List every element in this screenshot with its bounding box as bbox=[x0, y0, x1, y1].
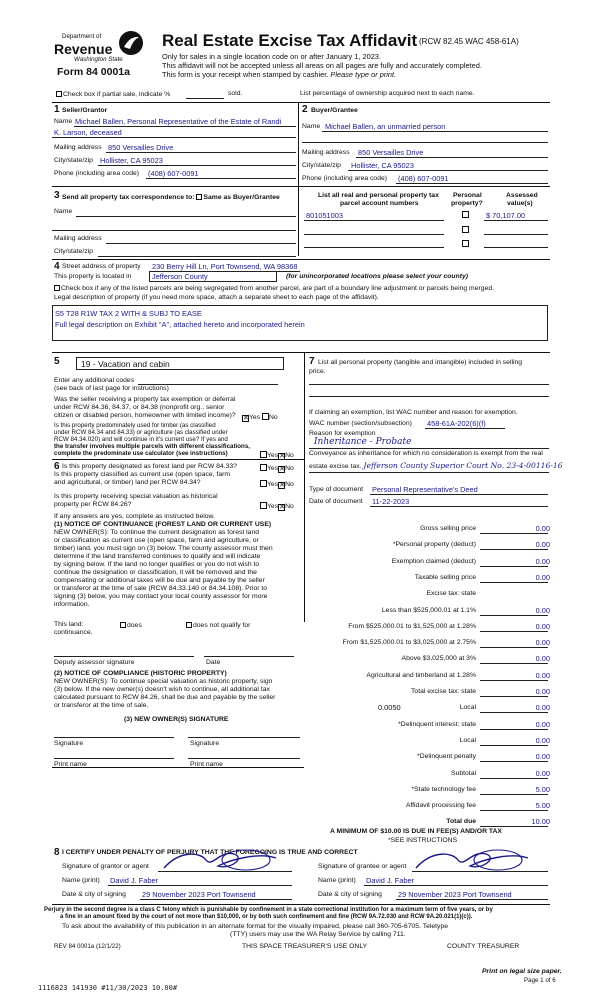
parcel-heading1b: parcel account numbers bbox=[340, 200, 419, 207]
q-exemption-line1: Was the seller receiving a property tax exemption or deferral bbox=[54, 396, 236, 403]
n1-line: signing (3) below, you may contact your local county assessor for more bbox=[54, 593, 268, 600]
grantor-name-label: Name (print) bbox=[62, 877, 100, 884]
does-label: does bbox=[127, 622, 142, 629]
perjury-line2: a fine in an amount fixed by the court of not more than $10,000, or by both such confinement and fine (RCW 9A.72.030 and RCW 9A.20.021(1)(c)). bbox=[60, 914, 473, 920]
deputy-date-field[interactable] bbox=[204, 656, 294, 657]
buyer-mail-label: Mailing address bbox=[302, 149, 350, 156]
tax-row-value[interactable]: 0.00 bbox=[535, 540, 550, 550]
personal-property-text1: List all personal property (tangible and intangible) included in selling bbox=[318, 359, 523, 366]
parcel-heading1: List all real and personal property tax bbox=[318, 192, 439, 199]
seller-city-label: City/state/zip bbox=[54, 157, 93, 164]
notice-line3: This form is your receipt when stamped by cashier. bbox=[162, 70, 329, 79]
q-timber-line1: Is this property predominately used for timber (as classified bbox=[54, 422, 216, 429]
parcel-number-1[interactable]: 801051003 bbox=[306, 211, 343, 220]
q-timber-line2: under RCW 84.34 and 84.33) or agriculture (as classified under bbox=[54, 429, 228, 436]
n1-line: or transferor at the time of sale (RCW 84.33.140 or 84.34.108). Prior to bbox=[54, 585, 268, 592]
n2-line: (3) below. If the new owner(s) doesn't wish to continue, all additional tax bbox=[54, 686, 270, 693]
county-value: Jefferson County bbox=[152, 272, 208, 281]
tax-row-value[interactable]: 0.00 bbox=[535, 687, 550, 696]
segregated-label: Check box if any of the listed parcels are being segregated from another parcel, are part of a boundary line adjustment or parcels being merged. bbox=[61, 285, 494, 292]
tax-value-underline bbox=[480, 582, 548, 583]
tax-row-value[interactable]: 10.00 bbox=[531, 817, 550, 827]
tax-value-underline bbox=[480, 761, 548, 762]
page-number: Page 1 of 6 bbox=[524, 977, 556, 984]
personal-property-field-1[interactable] bbox=[309, 384, 549, 385]
certify-statement: I CERTIFY UNDER PENALTY OF PERJURY THAT THE FOREGOING IS TRUE AND CORRECT bbox=[62, 849, 358, 856]
tax-value-underline bbox=[480, 647, 548, 648]
q-exemption-line2: under RCW 84.36, 84.37, or 84.38 (nonprofit org., senior bbox=[54, 404, 225, 411]
q-exemption-no-label: No bbox=[268, 414, 278, 421]
tax-row-value[interactable]: 0.00 bbox=[535, 572, 550, 582]
tax-row-value[interactable]: 0.00 bbox=[535, 719, 550, 729]
continuance-label: continuance. bbox=[54, 629, 93, 636]
parcel-number-2[interactable] bbox=[304, 234, 444, 235]
buyer-heading: Buyer/Grantee bbox=[311, 107, 358, 114]
q-current-use-no-label: No bbox=[285, 481, 294, 488]
notice-compliance-heading: (2) NOTICE OF COMPLIANCE (HISTORIC PROPERTY) bbox=[54, 670, 227, 677]
tax-row-value[interactable]: 5.00 bbox=[535, 784, 550, 794]
claim-exemption-label: If claiming an exemption, list WAC number and reason for exemption. bbox=[309, 409, 518, 416]
q-historic-yes-checkbox[interactable] bbox=[260, 502, 267, 509]
tax-row-label: Local bbox=[459, 736, 476, 744]
form-citation: (RCW 82.45 WAC 458-61A) bbox=[419, 37, 519, 46]
n1-line: compensating or additional taxes will be due and payable by the seller bbox=[54, 577, 265, 584]
tax-row-label: *Personal property (deduct) bbox=[392, 541, 476, 549]
local-rate-value: 0.0050 bbox=[378, 703, 401, 713]
seller-name-line1[interactable]: Michael Ballen, Personal Representative of the Estate of Randi bbox=[75, 117, 282, 126]
located-label: This property is located in bbox=[54, 273, 132, 280]
grantee-signature-image[interactable] bbox=[412, 846, 532, 874]
seller-phone-field[interactable]: (408) 607-0091 bbox=[148, 169, 199, 178]
tax-value-underline bbox=[480, 566, 548, 567]
q-current-use-line1: Is this property classified as current use (open space, farm bbox=[54, 471, 231, 478]
access-line2: (TTY) users may use the WA Relay Service by calling 711. bbox=[230, 931, 406, 938]
n1-line: information. bbox=[54, 601, 90, 608]
sig-label-1: Signature bbox=[54, 740, 84, 747]
section7-number: 7 bbox=[309, 356, 315, 367]
n2-line: or transferor at the time of sale. bbox=[54, 702, 149, 709]
q-exemption-no-checkbox[interactable] bbox=[262, 413, 269, 420]
q-forest-yes-label: Yes bbox=[267, 465, 279, 472]
section3-number: 3 bbox=[54, 190, 60, 201]
seller-mail-label: Mailing address bbox=[54, 144, 102, 151]
q-historic-no-checkbox[interactable]: ✕ bbox=[279, 504, 285, 511]
assessed-value-1[interactable]: $ 70,107.00 bbox=[486, 211, 526, 220]
tax-row-label: From $525,000.01 to $1,525,000 at 1.28% bbox=[348, 622, 476, 630]
section5-number: 5 bbox=[54, 356, 60, 367]
partial-pct-field[interactable] bbox=[186, 98, 224, 99]
print-label-1: Print name bbox=[54, 761, 87, 768]
q-forest-no-checkbox[interactable]: ✕ bbox=[279, 466, 285, 473]
new-owner-signature-2[interactable] bbox=[188, 737, 300, 738]
seller-mail-field[interactable]: 850 Versailles Drive bbox=[108, 143, 174, 152]
legal-paper-note: Print on legal size paper. bbox=[482, 968, 562, 975]
n2-line: calculated pursuant to RCW 84.26, shall be due and payable by the seller bbox=[54, 694, 276, 701]
n1-line: by signing below. If the land no longer qualifies or you do not wish to bbox=[54, 561, 260, 568]
wac-label: WAC number (section/subsection) bbox=[309, 420, 412, 427]
q-timber-yes-checkbox[interactable] bbox=[260, 451, 267, 458]
does-not-checkbox[interactable] bbox=[186, 622, 192, 628]
street-field[interactable]: 230 Berry Hill Ln, Port Townsend, WA 98368 bbox=[152, 262, 298, 271]
sec3-city-field[interactable] bbox=[98, 256, 296, 257]
n1-line: determine if the land transferred continues to qualify and will indicate bbox=[54, 553, 261, 560]
notice-line3b: Please type or print. bbox=[330, 70, 397, 79]
dept-line3: Washington State bbox=[74, 56, 123, 63]
tax-row-value[interactable]: 0.00 bbox=[535, 638, 550, 648]
buyer-phone-label: Phone (including area code) bbox=[302, 175, 388, 182]
sec3-mail-field[interactable] bbox=[106, 243, 296, 244]
tax-row-value[interactable]: 0.00 bbox=[535, 605, 550, 615]
tax-row-label: Taxable selling price bbox=[414, 573, 476, 581]
q-current-use-no-checkbox[interactable]: ✕ bbox=[279, 482, 285, 489]
n1-line: NEW OWNER(S): To continue the current designation as forest land bbox=[54, 529, 260, 536]
q-forest-label: Is this property designated as forest land per RCW 84.33? bbox=[62, 463, 237, 470]
tax-value-underline bbox=[480, 680, 548, 681]
tax-row-label: Total due bbox=[446, 818, 476, 826]
uninc-label: (for unincorporated locations please select your county) bbox=[286, 273, 469, 280]
form-number: Form 84 0001a bbox=[57, 66, 130, 78]
reason-label: Reason for exemption bbox=[309, 430, 376, 437]
tax-row-label: Agricultural and timberland at 1.28% bbox=[366, 671, 476, 679]
assessed-value-3[interactable] bbox=[484, 247, 548, 248]
deputy-date-label: Date bbox=[206, 659, 221, 666]
doc-date-label: Date of document bbox=[309, 498, 363, 505]
new-owner-sig-heading: (3) NEW OWNER(S) SIGNATURE bbox=[124, 716, 229, 723]
tax-value-underline bbox=[480, 712, 548, 713]
assessed-value-2[interactable] bbox=[484, 234, 548, 235]
q-current-use-line2: and agricultural, or timber) land per RCW 84.34? bbox=[54, 479, 201, 486]
tax-row-label: Subtotal bbox=[451, 769, 476, 777]
perjury-line1: Perjury in the second degree is a class C felony which is punishable by confinement in a state correctional institution for a maximum term of five years, or by bbox=[44, 907, 493, 913]
q-historic-yes-label: Yes bbox=[267, 503, 279, 510]
q-exemption-yes-label: Yes bbox=[249, 414, 261, 421]
tax-row-label: Above $3,025,000 at 3% bbox=[401, 655, 476, 663]
partial-sold-label: sold. bbox=[228, 90, 243, 97]
dept-line2: Revenue bbox=[54, 41, 113, 57]
buyer-mail-field[interactable]: 850 Versailles Drive bbox=[358, 148, 424, 157]
tax-row-value[interactable]: 0.00 bbox=[535, 703, 550, 713]
tax-row-value[interactable]: 0.00 bbox=[535, 621, 550, 631]
grantee-name-label: Name (print) bbox=[318, 877, 356, 884]
list-pct-label: List percentage of ownership acquired next to each name. bbox=[300, 90, 475, 97]
tax-value-underline bbox=[480, 729, 548, 730]
tax-value-underline bbox=[480, 810, 548, 811]
parcel-heading2: Personal bbox=[453, 192, 482, 199]
notice-continuance-heading: (1) NOTICE OF CONTINUANCE (FOREST LAND OR CURRENT USE) bbox=[54, 521, 272, 528]
dept-line1: Department of bbox=[62, 33, 102, 40]
section8-number: 8 bbox=[54, 847, 60, 858]
doc-type-label: Type of document bbox=[309, 486, 364, 493]
new-owner-print-2[interactable] bbox=[188, 758, 300, 759]
grantee-sig-label: Signature of grantee or agent bbox=[318, 863, 407, 870]
grantor-signature-image[interactable] bbox=[160, 846, 280, 874]
legal-line1: S5 T28 R1W TAX 2 WITH & SUBJ TO EASE bbox=[55, 309, 202, 318]
tax-value-underline bbox=[480, 794, 548, 795]
personal-property-checkbox-1[interactable] bbox=[462, 211, 469, 218]
n2-line: NEW OWNER(S): To continue special valuation as historic property, sign bbox=[54, 678, 273, 685]
grantee-name-field[interactable]: David J. Faber bbox=[366, 876, 415, 885]
revenue-logo-icon bbox=[118, 30, 144, 56]
personal-property-checkbox-2[interactable] bbox=[462, 226, 469, 233]
q-timber-line5: complete the predominate use calculator (see instructions) bbox=[54, 450, 228, 457]
q-timber-line4: the transfer involves multiple parcels with different classifications, bbox=[54, 443, 250, 450]
buyer-phone-field[interactable]: (408) 607-0091 bbox=[398, 174, 449, 183]
personal-property-text2: price. bbox=[309, 368, 326, 375]
print-label-2: Print name bbox=[190, 761, 223, 768]
section2-number: 2 bbox=[302, 104, 308, 115]
segregated-checkbox[interactable] bbox=[54, 285, 60, 291]
buyer-city-label: City/state/zip bbox=[302, 162, 341, 169]
parcel-heading2b: property? bbox=[451, 200, 483, 207]
tax-row-value[interactable]: 0.00 bbox=[535, 670, 550, 680]
same-as-buyer-checkbox[interactable] bbox=[196, 194, 202, 200]
q-historic-line2: property per RCW 84.26? bbox=[54, 501, 132, 508]
tax-row-label: Excise tax: state bbox=[426, 590, 476, 598]
seller-heading: Seller/Grantor bbox=[62, 107, 108, 114]
parcel-heading3b: value(s) bbox=[507, 200, 533, 207]
parcel-heading3: Assessed bbox=[506, 192, 538, 199]
q-forest-no-label: No bbox=[285, 465, 294, 472]
answers-note: If any answers are yes, complete as instructed below. bbox=[54, 513, 215, 520]
tax-value-underline bbox=[480, 696, 548, 697]
q-timber-line3: RCW 84.34.020) and will continue in it's current use? If yes and bbox=[54, 436, 228, 443]
wac-field[interactable]: 458-61A-202(6)(f) bbox=[427, 419, 486, 428]
tax-row-label: Total excise tax: state bbox=[411, 688, 476, 695]
tax-value-underline bbox=[480, 663, 548, 664]
doc-type-field[interactable]: Personal Representative's Deed bbox=[372, 485, 478, 494]
q-current-use-yes-checkbox[interactable] bbox=[260, 480, 267, 487]
treasurer-use-label: THIS SPACE TREASURER'S USE ONLY bbox=[242, 943, 368, 950]
personal-property-field-2[interactable] bbox=[309, 396, 549, 397]
section4-number: 4 bbox=[54, 261, 60, 272]
rev-number: REV 84 0001a (12/1/22) bbox=[54, 943, 121, 950]
grantor-name-field[interactable]: David J. Faber bbox=[110, 876, 159, 885]
grantee-date-label: Date & city of signing bbox=[318, 891, 382, 898]
notice-line2: This affidavit will not be accepted unless all areas on all pages are fully and accurately completed. bbox=[162, 61, 482, 70]
section1-number: 1 bbox=[54, 104, 60, 115]
grantor-date-field[interactable]: 29 November 2023 Port Townsend bbox=[142, 890, 256, 899]
conveyance-court-handwritten[interactable]: Jefferson County Superior Court No. 23-4-00116-16 bbox=[363, 461, 563, 470]
tax-value-underline bbox=[480, 549, 548, 550]
tax-row-label: Exemption claimed (deduct) bbox=[391, 557, 476, 565]
sec3-mail-label: Mailing address bbox=[54, 235, 102, 242]
recording-stamp: 1116823 141930 #11/30/2023 10.00# bbox=[38, 984, 178, 992]
q-forest-yes-checkbox[interactable] bbox=[260, 464, 267, 471]
notice-line1: Only for sales in a single location code on or after January 1, 2023. bbox=[162, 52, 381, 61]
new-owner-print-1[interactable] bbox=[54, 758, 174, 759]
see-back-label: (see back of last page for instructions) bbox=[54, 385, 169, 392]
tax-value-underline bbox=[480, 615, 548, 616]
partial-sale-checkbox[interactable] bbox=[56, 91, 62, 97]
n1-line: timber) land, you must sign on (3) below. The county assessor must then bbox=[54, 545, 273, 552]
conveyance-line1: Conveyance as inheritance for which no consideration is exempt from the real bbox=[309, 450, 543, 457]
tax-row-value[interactable]: 0.00 bbox=[535, 768, 550, 778]
tax-value-underline bbox=[480, 533, 548, 534]
tax-row-label: Gross selling price bbox=[420, 525, 476, 532]
deputy-label: Deputy assessor signature bbox=[54, 659, 135, 666]
new-owner-signature-1[interactable] bbox=[54, 737, 174, 738]
does-checkbox[interactable] bbox=[120, 622, 126, 628]
tax-row-label: *State technology fee bbox=[411, 785, 476, 793]
section6-number: 6 bbox=[54, 461, 60, 472]
same-as-buyer-label: Same as Buyer/Grantee bbox=[203, 194, 280, 201]
buyer-city-field[interactable]: Hollister, CA 95023 bbox=[351, 161, 414, 170]
access-line1: To ask about the availability of this publication in an alternate format for the visually impaired, please call 360-705-6705. Teletype bbox=[62, 923, 449, 930]
doc-date-field[interactable]: 11-22-2023 bbox=[372, 497, 410, 506]
sec3-name-field[interactable] bbox=[76, 216, 296, 217]
county-treasurer-label: COUNTY TREASURER bbox=[447, 943, 520, 950]
q-timber-yes-label: Yes bbox=[267, 452, 279, 459]
n1-line: or classification as current use (open space, farm and agriculture, or bbox=[54, 537, 259, 544]
q-exemption-line3: citizen or disabled person, homeowner with limited income)? bbox=[54, 412, 236, 419]
legal-line2: Full legal description on Exhibit "A", attached hereto and incorporated herein bbox=[55, 320, 305, 329]
seller-name-label: Name bbox=[54, 118, 73, 125]
tax-value-underline bbox=[480, 631, 548, 632]
parcel-number-3[interactable] bbox=[304, 247, 444, 248]
reason-field[interactable]: Inheritance - Probate bbox=[314, 437, 412, 447]
this-land-label: This land: bbox=[54, 621, 84, 628]
conveyance-line2: estate excise tax. bbox=[309, 463, 362, 470]
q-current-use-yes-label: Yes bbox=[267, 481, 279, 488]
tax-row-value[interactable]: 0.00 bbox=[535, 735, 550, 745]
tax-row-value[interactable]: 0.00 bbox=[535, 524, 550, 533]
use-code-value: 19 - Vacation and cabin bbox=[81, 359, 170, 369]
minimum-due-note: A MINIMUM OF $10.00 IS DUE IN FEE(S) AND/OR TAX bbox=[330, 828, 502, 835]
sec3-name-label: Name bbox=[54, 208, 73, 215]
q-historic-no-label: No bbox=[285, 503, 294, 510]
sec3-city-label: City/state/zip bbox=[54, 248, 93, 255]
q-timber-no-checkbox[interactable]: ✕ bbox=[279, 453, 285, 460]
n1-line: continue the designation or classification, it will be removed and the bbox=[54, 569, 257, 576]
tax-row-value[interactable]: 5.00 bbox=[535, 801, 550, 811]
tax-row-label: From $1,525,000.01 to $3,025,000 at 2.75% bbox=[342, 639, 476, 647]
grantor-date-label: Date & city of signing bbox=[62, 891, 126, 898]
tax-value-underline bbox=[480, 745, 548, 746]
deputy-signature-field[interactable] bbox=[54, 656, 194, 657]
does-not-label: does not qualify for bbox=[193, 622, 251, 629]
buyer-name-field[interactable]: Michael Ballen, an unmarried person bbox=[325, 122, 446, 131]
buyer-name-label: Name bbox=[302, 123, 321, 130]
see-instructions-note: *SEE INSTRUCTIONS bbox=[388, 837, 458, 844]
q-timber-no-label: No bbox=[285, 452, 294, 459]
grantee-date-field[interactable]: 29 November 2023 Port Townsend bbox=[398, 890, 512, 899]
tax-row-value[interactable]: 0.00 bbox=[535, 654, 550, 664]
additional-codes-label: Enter any additional codes bbox=[54, 377, 135, 384]
tax-row-label: *Delinquent penalty bbox=[417, 753, 476, 761]
sec3-heading: Send all property tax correspondence to: bbox=[62, 194, 195, 201]
q-historic-line1: Is this property receiving special valuation as historical bbox=[54, 493, 218, 500]
personal-property-checkbox-3[interactable] bbox=[462, 240, 469, 247]
tax-value-underline bbox=[480, 778, 548, 779]
tax-row-label: Less than $525,000.01 at 1.1% bbox=[381, 606, 476, 614]
grantor-sig-label: Signature of grantor or agent bbox=[62, 863, 149, 870]
tax-row-label: Affidavit processing fee bbox=[405, 802, 476, 810]
seller-phone-label: Phone (including area code) bbox=[54, 170, 140, 177]
q-exemption-yes-checkbox[interactable]: ✕ bbox=[243, 415, 249, 422]
tax-row-label: Local bbox=[459, 704, 476, 712]
street-label: Street address of property bbox=[62, 263, 141, 270]
seller-name-line2[interactable]: K. Larson, deceased bbox=[54, 128, 122, 137]
seller-city-field[interactable]: Hollister, CA 95023 bbox=[100, 156, 163, 165]
tax-row-value[interactable]: 0.00 bbox=[535, 752, 550, 762]
tax-row-label: *Delinquent interest: state bbox=[398, 720, 476, 728]
form-title: Real Estate Excise Tax Affidavit bbox=[162, 31, 418, 50]
partial-sale-label: Check box if partial sale, indicate % bbox=[63, 91, 171, 98]
tax-row-value[interactable]: 0.00 bbox=[535, 556, 550, 566]
legal-label: Legal description of property (if you need more space, attach a separate sheet to each page of the affidavit). bbox=[54, 294, 379, 301]
sig-label-2: Signature bbox=[190, 740, 220, 747]
